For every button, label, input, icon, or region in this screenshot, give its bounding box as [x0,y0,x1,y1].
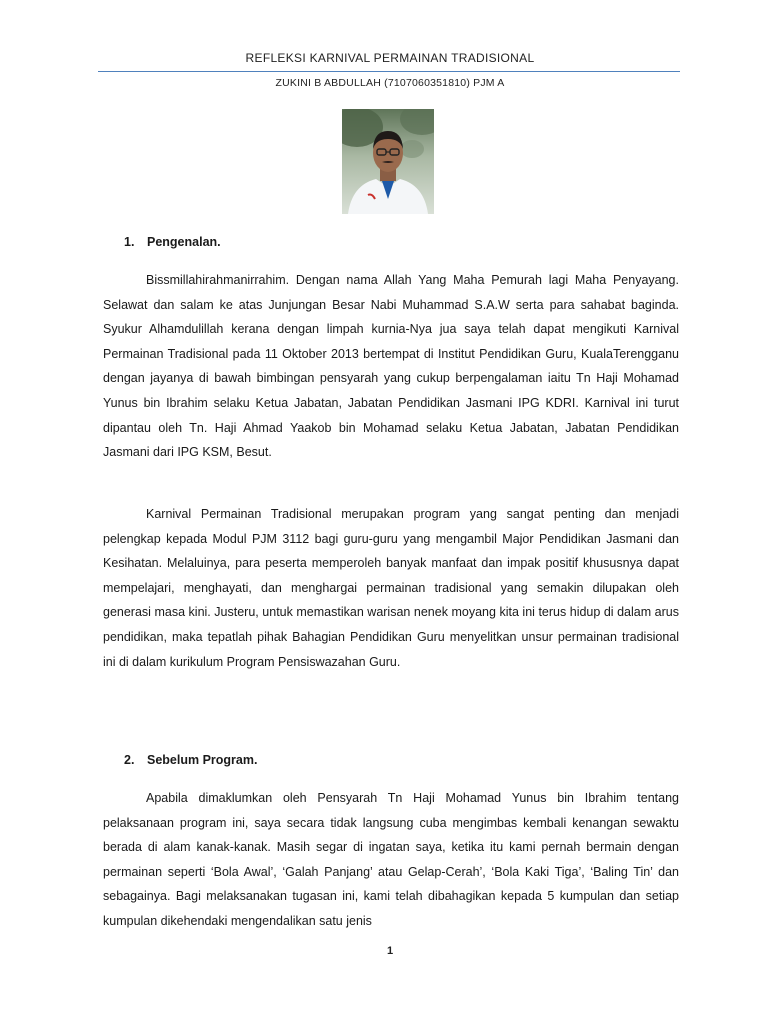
header-title: REFLEKSI KARNIVAL PERMAINAN TRADISIONAL [245,51,535,65]
header-rule [98,71,680,72]
paragraph-intro-2 [103,502,679,674]
paragraph-text: Bissmillahirahmanirrahim. Dengan nama Allah Yang Maha Pemurah lagi Maha Penyayang. Selawat dan salam ke atas Junjungan Besar Nabi Muhammad S.A.W serta para sahabat baginda. Syukur Alhamdulillah kerana dengan limpah kurnia-Nya jua saya telah dapat mengikuti Karnival Permainan Tradisional pada 11 Oktober 2013 bertempat di Institut Pendidikan Guru, KualaTerengganu dengan jayanya di bawah bimbingan pensyarah yang cukup berpengalaman iaitu Tn Haji Mohamad Yunus bin Ibrahim selaku Ketua Jabatan, Jabatan Pendidikan Jasmani IPG KDRI. Karnival ini turut dipantau oleh Tn. Haji Ahmad Yaakob bin Mohamad selaku Ketua Jabatan, Jabatan Pendidikan Jasmani dari IPG KSM, Besut. [103,273,679,460]
portrait-photo [342,109,434,214]
section-heading-pengenalan [124,235,221,249]
section-title: Sebelum Program. [147,753,258,767]
paragraph-text: Karnival Permainan Tradisional merupakan program yang sangat penting dan menjadi pelengkap kepada Modul PJM 3112 bagi guru-guru yang mengambil Major Pendidikan Jasmani dan Kesihatan. Melaluinya, para peserta memperoleh banyak manfaat dan impak positif khususnya dapat mempelajari, menghayati, dan menghargai permainan tradisional yang semakin dilupakan oleh generasi masa kini. Justeru, untuk memastikan warisan nenek moyang kita ini terus hidup di dalam arus pendidikan, maka tepatlah pihak Bahagian Pendidikan Guru menyelitkan unsur permainan tradisional ini di dalam kurikulum Program Pensiswazahan Guru. [103,507,679,669]
page-number: 1 [386,945,394,957]
paragraph-before-program [103,786,679,934]
paragraph-text: Apabila dimaklumkan oleh Pensyarah Tn Haji Mohamad Yunus bin Ibrahim tentang pelaksanaan program ini, saya secara tidak langsung cuba mengimbas kembali kenangan sewaktu berada di alam kanak-kanak. Masih segar di ingatan saya, ketika itu kami pernah bermain dengan permainan seperti ‘Bola Awal’, ‘Galah Panjang’ atau Gelap-Cerah’, ‘Bola Kaki Tiga’, ‘Baling Tin’ dan sebagainya. Bagi melaksanakan tugasan ini, kami telah dibahagikan kepada 5 kumpulan dan setiap kumpulan dikehendaki mengendalikan satu jenis [103,791,679,928]
section-number: 1. [124,235,135,249]
section-number: 2. [124,753,135,767]
section-heading-sebelum-program [124,753,257,767]
paragraph-intro-1 [103,268,679,465]
header-author: ZUKINI B ABDULLAH (7107060351810) PJM A [275,77,505,89]
section-title: Pengenalan. [147,235,221,249]
portrait-icon [342,109,434,214]
